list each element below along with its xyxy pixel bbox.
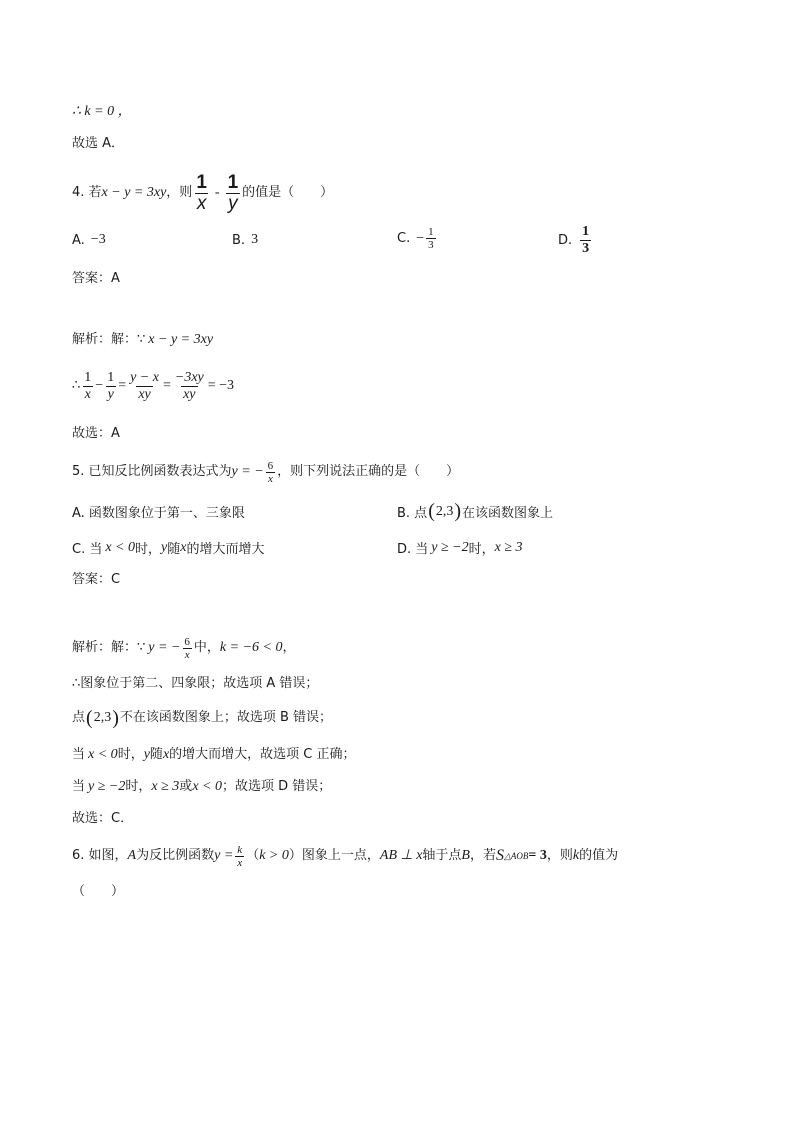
q5-f-num: 6 (267, 459, 274, 472)
q5-option-b-point: 2,3 (435, 503, 454, 519)
q5-solution-line-3 (72, 745, 356, 765)
q6-k: k (572, 848, 580, 863)
q4-lead: 4. 若 (72, 185, 102, 200)
q5-sol-l2-tail: 不在该函数图象上；故选项 B 错误； (119, 710, 333, 725)
q6-mid2: 轴于点 (422, 848, 462, 863)
q4-solution-intro (72, 330, 213, 350)
q5-sol-intro: 解析：解：∵ (72, 640, 146, 655)
q4-fraction-1 (194, 173, 209, 214)
q6-mid4: ，则 (546, 848, 573, 863)
q6-cond-close: ）图象上一点， (288, 848, 380, 863)
q4-option-d-den: 3 (582, 241, 590, 256)
q6-area-s: S (496, 847, 504, 864)
q4-sol-intro: 解析：解：∵ (72, 332, 146, 347)
prev-answer-line (72, 134, 124, 154)
q4-sol-f4-den: xy (183, 386, 196, 402)
q4-tail: 的值是（ ） (242, 185, 334, 200)
q5-option-c-tail: 的增大而增大 (186, 542, 265, 557)
q4-option-c-fraction (426, 226, 436, 251)
prev-therefore-line (72, 102, 132, 122)
q6-y-eq: y = (214, 848, 234, 863)
q5-sol-k: k = −6 < 0 (219, 640, 283, 655)
q5-option-c-x: x (180, 539, 187, 555)
q5-choose-line (72, 809, 133, 829)
q6-perp: AB ⊥ x (379, 848, 423, 863)
q5-fraction (266, 460, 276, 485)
q4-f2-den: y (228, 192, 238, 214)
q6-f-den: x (237, 856, 243, 869)
q4-sol-eq2: = (162, 378, 171, 393)
q5-stem (72, 452, 459, 492)
q4-choose: 故选：A (72, 426, 120, 441)
q5-sol-l4-cond: y ≥ −2 (88, 779, 126, 794)
q5-answer-line (72, 570, 120, 590)
q5-sol-l4-r2: x < 0 (192, 779, 222, 794)
q4-f1-den: x (196, 192, 207, 214)
q5-option-c-y: y (161, 539, 168, 555)
q5-option-b: B. 点 ( 2,3 ) 在该函数图象上 (397, 500, 554, 522)
q4-option-c-num: 1 (428, 226, 434, 238)
q5-sol-l4-or: 或 (179, 779, 193, 794)
q4-sol-f2-num: 1 (107, 369, 115, 385)
q5-option-a-text: A. 函数图象位于第一、三象限 (72, 506, 245, 521)
q5-sol-l4-tail: ；故选项 D 错误； (221, 779, 332, 794)
q4-choose-line (72, 424, 120, 444)
q6-point-b: B (461, 848, 470, 863)
q4-option-d-num: 1 (582, 224, 590, 239)
q6-blank-line (72, 882, 124, 902)
q4-f1-num: 1 (196, 171, 207, 193)
q5-option-a (72, 502, 245, 521)
q5-sol-comma: ， (282, 640, 296, 655)
q5-option-b-tail: 在该函数图象上 (462, 506, 554, 521)
q5-option-d (397, 538, 523, 557)
q6-area-sub: △AOB (504, 851, 529, 861)
q4-option-c (397, 226, 438, 251)
q5-option-b-label: B. 点 (397, 506, 428, 521)
q4-option-d (558, 224, 593, 257)
q5-sol-l3-tail: 的增大而增大，故选项 C 正确； (169, 747, 356, 762)
q4-sol-f1-num: 1 (84, 369, 92, 385)
q4-sol-frac-2 (105, 370, 116, 403)
q5-sol-l3-sui: 随 (149, 747, 163, 762)
q5-option-c-sui: 随 (167, 542, 181, 557)
q5-sol-l3-cond: x < 0 (88, 747, 118, 762)
q5-option-c (72, 538, 265, 557)
q4-fraction-2 (226, 173, 241, 214)
q4-condition: x − y = 3xy (101, 185, 167, 200)
q6-stem (72, 836, 618, 876)
q4-option-a-label: A. (72, 232, 85, 248)
q4-sol-result: = −3 (207, 378, 235, 393)
q4-option-a-value: −3 (90, 232, 106, 247)
prev-answer: 故选 A． (72, 136, 125, 151)
q5-sol-l3-y: y (143, 747, 150, 762)
q5-option-d-cond: y ≥ −2 (431, 539, 469, 555)
q5-solution-intro (72, 628, 295, 668)
q5-sol-f-den: x (184, 648, 190, 661)
q5-sol-zhong: 中， (193, 640, 220, 655)
q6-cond: k > 0 (259, 848, 289, 863)
q4-sol-f3-num: y − x (130, 369, 159, 385)
q4-sol-minus: − (95, 378, 104, 393)
q4-solution-derivation (72, 364, 234, 408)
q4-option-b-label: B. (232, 232, 246, 248)
q5-tail: ，则下列说法正确的是（ ） (277, 464, 460, 479)
q5-sol-fraction (182, 636, 192, 661)
q5-sol-l2-pre: 点 (72, 710, 86, 725)
q5-solution-line-2: 点 ( 2,3 ) 不在该函数图象上；故选项 B 错误； (72, 707, 333, 729)
q5-y-eq: y = − (231, 464, 264, 479)
q5-solution-line-1 (72, 674, 318, 694)
q6-point-a: A (127, 848, 137, 863)
q4-sol-eq1: = (118, 378, 127, 393)
q5-sol-f-num: 6 (184, 635, 190, 648)
q4-comma: ，则 (166, 185, 193, 200)
q6-fraction (235, 844, 244, 869)
q4-option-c-sign: − (416, 230, 425, 246)
q5-sol-y: y = − (148, 640, 181, 655)
q6-cond-open: （ (246, 848, 260, 863)
q6-f-num: k (237, 843, 243, 856)
q5-sol-l4-r1: x ≥ 3 (151, 779, 180, 794)
q5-option-d-res: x ≥ 3 (494, 539, 523, 555)
q6-area-value: = 3 (528, 848, 547, 863)
q5-option-d-mid: 时， (468, 542, 495, 557)
q4-sol-f3-den: xy (138, 386, 151, 402)
q5-sol-l1: ∴图象位于第二、四象限；故选项 A 错误； (72, 676, 319, 691)
q5-option-c-cond: x < 0 (105, 539, 136, 555)
q4-sol-f2-den: y (107, 386, 114, 402)
q4-option-c-label: C. (397, 231, 411, 246)
q4-option-a (72, 232, 106, 248)
q6-mid1: 为反比例函数 (136, 848, 215, 863)
q5-answer: 答案：C (72, 572, 121, 587)
q4-option-c-den: 3 (428, 239, 434, 251)
q4-sol-f4-num: −3xy (174, 369, 204, 385)
q4-option-d-label: D. (558, 233, 573, 248)
q5-solution-line-4 (72, 777, 331, 797)
q4-answer-line (72, 269, 120, 289)
q4-sol-therefore: ∴ (72, 378, 81, 393)
q4-f2-num: 1 (227, 171, 239, 193)
q4-sol-frac-1 (82, 370, 93, 403)
q4-option-b (232, 232, 258, 248)
q5-choose: 故选：C． (72, 811, 134, 826)
q5-option-d-label: D. 当 (397, 542, 429, 557)
q4-stem (72, 170, 333, 216)
q4-minus: - (214, 185, 220, 200)
q5-option-c-label: C. 当 (72, 542, 103, 557)
q4-sol-f1-den: x (84, 386, 91, 402)
q6-mid3: ，若 (469, 848, 496, 863)
q5-sol-l3-x: x (162, 747, 170, 762)
q6-blank: （ ） (72, 884, 125, 899)
q5-f-den: x (267, 472, 273, 485)
q4-option-b-value: 3 (251, 232, 259, 247)
q4-sol-condition: x − y = 3xy (148, 332, 214, 347)
q5-sol-l2-point: 2,3 (93, 710, 112, 725)
q5-lead: 5. 已知反比例函数表达式为 (72, 464, 232, 479)
q6-tail: 的值为 (579, 848, 619, 863)
prev-therefore-k: ∴ k = 0 ， (72, 104, 132, 119)
q5-option-c-mid: 时， (135, 542, 162, 557)
q5-sol-l4-mid: 时， (125, 779, 152, 794)
q4-option-d-fraction (580, 224, 591, 257)
q4-sol-frac-3 (128, 370, 161, 403)
q5-sol-l4-pre: 当 (72, 779, 86, 794)
q4-answer: 答案：A (72, 271, 120, 286)
q4-sol-frac-4 (173, 370, 206, 403)
q5-sol-l3-pre: 当 (72, 747, 86, 762)
q6-lead: 6. 如图， (72, 848, 128, 863)
q5-sol-l3-mid: 时， (117, 747, 144, 762)
